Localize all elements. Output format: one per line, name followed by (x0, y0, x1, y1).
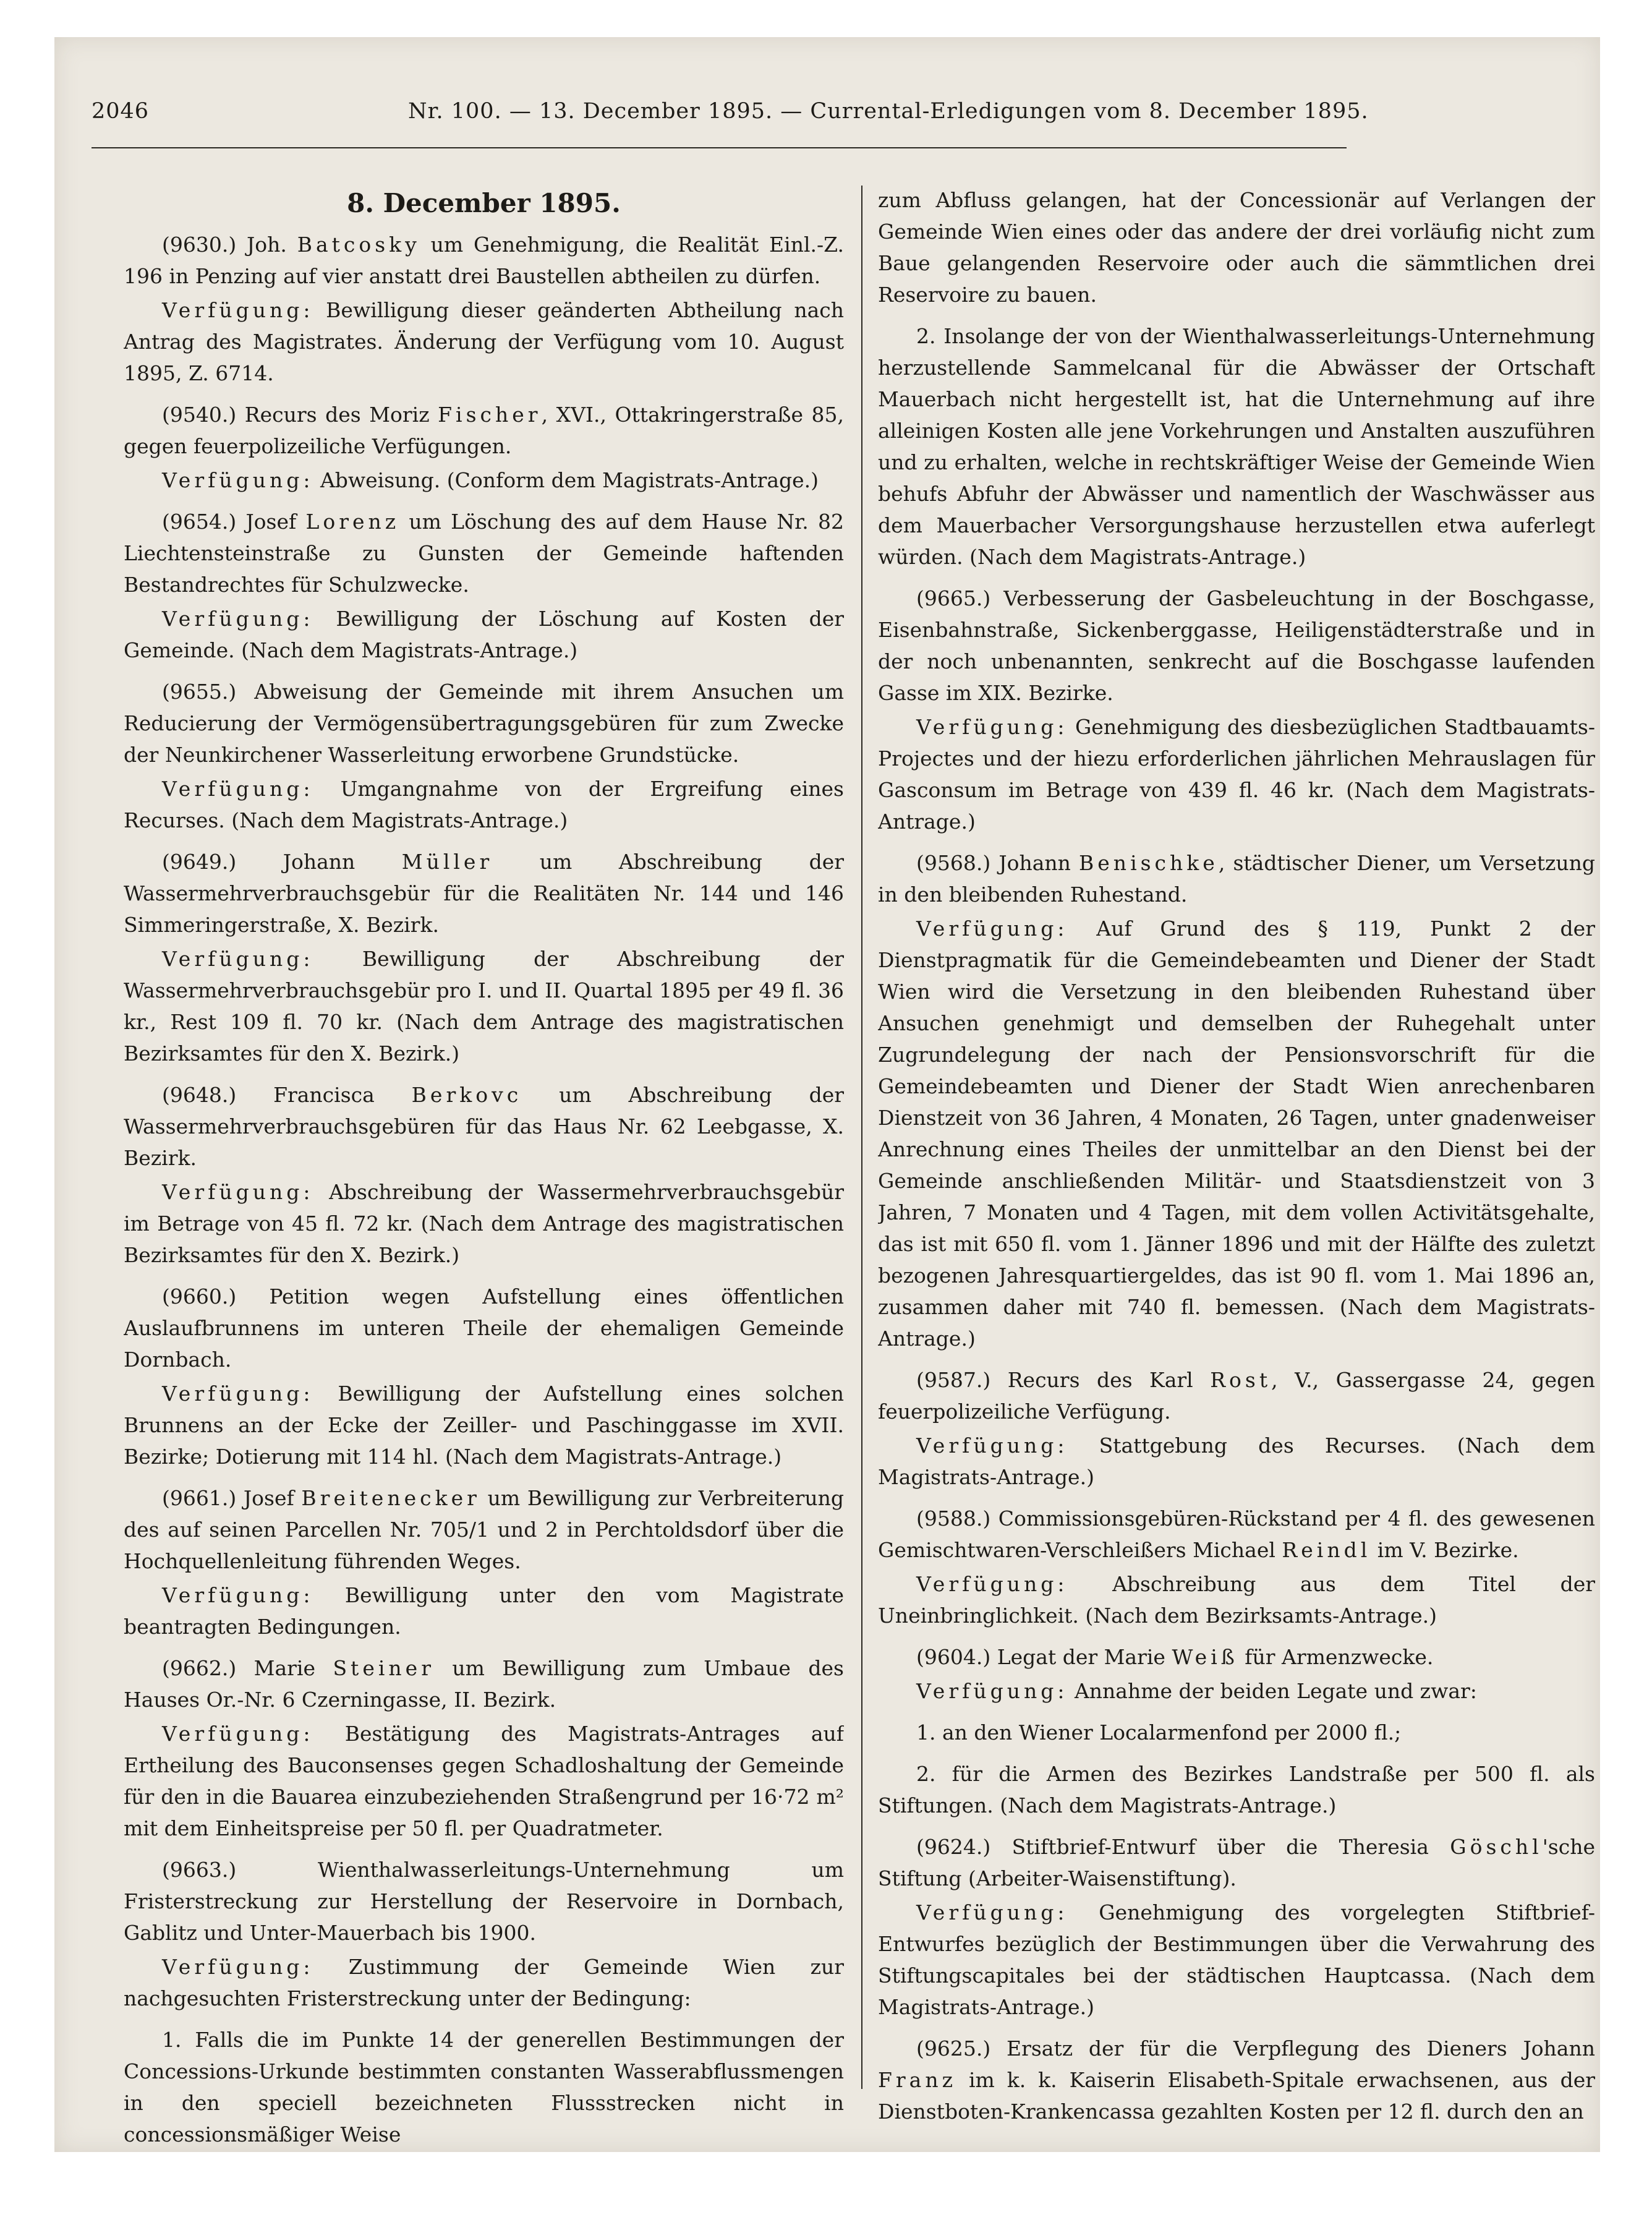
entry-text: um Bewilligung zum Umbaue des Hauses Or.-Nr. 6 Czerningasse, II. Bezirk. (124, 1656, 844, 1712)
header-rule (92, 147, 1347, 148)
person-name: Benischke (1079, 851, 1219, 875)
verfuegung-paragraph (124, 1951, 844, 2014)
verfuegung-label: Verfügung: (916, 1679, 1068, 1703)
verfuegung-paragraph (878, 1897, 1595, 2023)
verfuegung-label: Verfügung: (162, 947, 314, 971)
left-paragraphs (124, 229, 844, 2150)
entry-text: Bestätigung des Magistrats-Antrages auf Ertheilung des Bauconsenses gegen Schadloshaltung der Gemeinde für den in die Bauarea einzubeziehenden Straßengrund per 16·72 m² mit dem Einheitspreise per 50 fl. per Quadratmeter. (124, 1722, 844, 1840)
verfuegung-label: Verfügung: (162, 1382, 314, 1406)
entry-paragraph (878, 583, 1595, 709)
entry-paragraph (124, 1281, 844, 1375)
entry-paragraph (124, 676, 844, 771)
verfuegung-label: Verfügung: (916, 715, 1068, 739)
person-name: Steiner (333, 1656, 435, 1680)
verfuegung-paragraph (878, 711, 1595, 837)
entry-lead: (9630.) Joh. (162, 233, 297, 257)
entry-lead: (9663.) Wienthalwasserleitungs-Unternehmung um Fristerstreckung zur Herstellung der Reservoire in Dornbach, Gablitz und Unter-Mauerbach bis 1900. (124, 1858, 844, 1945)
entry-text: Genehmigung des vorgelegten Stiftbrief-Entwurfes bezüglich der Bestimmungen über die Verwahrung des Stiftungscapitales bei der städtischen Hauptcassa. (Nach dem Magistrats-Antrage.) (878, 1900, 1595, 2019)
verfuegung-label: Verfügung: (916, 1433, 1068, 1458)
entry-paragraph (124, 1482, 844, 1577)
verfuegung-label: Verfügung: (162, 1955, 314, 1979)
entry-text: Abweisung. (Conform dem Magistrats-Antrage.) (313, 468, 819, 492)
entry-text: um Abschreibung der Wassermehrverbrauchsgebür für die Realitäten Nr. 144 und 146 Simmeringerstraße, X. Bezirk. (124, 850, 844, 937)
entry-lead: (9661.) Josef (162, 1486, 302, 1510)
verfuegung-label: Verfügung: (162, 607, 314, 631)
entry-lead: (9648.) Francisca (162, 1083, 412, 1107)
date-heading: 8. December 1895. (347, 188, 621, 218)
entry-lead: 2. für die Armen des Bezirkes Landstraße per 500 fl. als Stiftungen. (Nach dem Magistrats-Antrage.) (878, 1762, 1595, 1817)
left-column (124, 186, 844, 2153)
person-name: Reindl (1282, 1538, 1371, 1562)
right-paragraphs (878, 184, 1595, 2127)
entry-text: Zustimmung der Gemeinde Wien zur nachgesuchten Fristerstreckung unter der Bedingung: (124, 1955, 844, 2010)
entry-text: Umgangnahme von der Ergreifung eines Recurses. (Nach dem Magistrats-Antrage.) (124, 777, 844, 832)
entry-paragraph (878, 1503, 1595, 1566)
entry-text: Bewilligung der Aufstellung eines solchen Brunnens an der Ecke der Zeiller- und Paschinggasse im XVII. Bezirke; Dotierung mit 114 hl. (Nach dem Magistrats-Antrage.) (124, 1382, 844, 1469)
verfuegung-paragraph (124, 1176, 844, 1271)
entry-text: 'sche Stiftung (Arbeiter-Waisenstiftung). (878, 1835, 1595, 1890)
entry-text: Bewilligung der Abschreibung der Wassermehrverbrauchsgebür pro I. und II. Quartal 1895 per 49 fl. 36 kr., Rest 109 fl. 70 kr. (Nach dem Antrage des magistratischen Bezirksamtes für den X. Bezirk.) (124, 947, 844, 1066)
entry-text: Abschreibung aus dem Titel der Uneinbringlichkeit. (Nach dem Bezirksamts-Antrage.) (878, 1572, 1595, 1628)
entry-paragraph (124, 506, 844, 600)
entry-text: Abschreibung der Wassermehrverbrauchsgebür im Betrage von 45 fl. 72 kr. (Nach dem Antrage des magistratischen Bezirksamtes für den X. Bezirk.) (124, 1180, 844, 1267)
person-name: Franz (878, 2068, 956, 2092)
entry-text: Annahme der beiden Legate und zwar: (1068, 1679, 1477, 1703)
entry-paragraph (124, 229, 844, 292)
entry-lead: (9568.) Johann (916, 851, 1079, 875)
verfuegung-paragraph (878, 913, 1595, 1354)
entry-lead: (9625.) Ersatz der für die Verpflegung des Dieners Johann (916, 2036, 1595, 2061)
verfuegung-paragraph (124, 1718, 844, 1844)
person-name: Müller (401, 850, 493, 874)
verfuegung-paragraph (124, 1579, 844, 1642)
person-name: Fischer (438, 403, 542, 427)
entry-text: , V., Gassergasse 24, gegen feuerpolizeiliche Verfügung. (878, 1368, 1595, 1424)
verfuegung-label: Verfügung: (162, 1583, 314, 1607)
verfuegung-label: Verfügung: (162, 298, 314, 322)
entry-paragraph (878, 847, 1595, 910)
entry-lead: (9649.) Johann (162, 850, 402, 874)
verfuegung-paragraph (124, 1378, 844, 1472)
right-column (878, 184, 1595, 2130)
entry-paragraph (878, 1641, 1595, 1673)
page-number: 2046 (92, 99, 150, 124)
entry-lead: 1. Falls die im Punkte 14 der generellen Bestimmungen der Concessions-Urkunde bestimmten constanten Wasserabflussmengen in den speciell bezeichneten Flussstrecken nicht in concessionsmäßiger Weise (124, 2028, 844, 2146)
column-divider (861, 186, 862, 2089)
entry-lead: (9604.) Legat der Marie (916, 1645, 1172, 1669)
person-name: Berkovc (411, 1083, 522, 1107)
entry-text: , XVI., Ottakringerstraße 85, gegen feuerpolizeiliche Verfügungen. (124, 403, 844, 458)
person-name: Breitenecker (301, 1486, 480, 1510)
entry-lead: (9587.) Recurs des Karl (916, 1368, 1211, 1392)
entry-text: im V. Bezirke. (1371, 1538, 1519, 1562)
entry-lead: 1. an den Wiener Localarmenfond per 2000 fl.; (916, 1720, 1402, 1745)
entry-lead: (9662.) Marie (162, 1656, 333, 1680)
entry-lead: (9654.) Josef (162, 510, 306, 534)
entry-text: Bewilligung dieser geänderten Abtheilung nach Antrag des Magistrates. Änderung der Verfügung vom 10. August 1895, Z. 6714. (124, 298, 844, 385)
verfuegung-paragraph (124, 294, 844, 389)
verfuegung-label: Verfügung: (162, 468, 314, 492)
verfuegung-label: Verfügung: (916, 1900, 1068, 1924)
entry-text: Bewilligung unter den vom Magistrate beantragten Bedingungen. (124, 1583, 844, 1639)
entry-paragraph (124, 1854, 844, 1949)
entry-paragraph (878, 1758, 1595, 1821)
entry-paragraph (124, 1079, 844, 1174)
entry-lead: (9655.) Abweisung der Gemeinde mit ihrem Ansuchen um Reducierung der Vermögensübertragungsgebüren für zum Zwecke der Neunkirchener Wasserleitung erworbene Grundstücke. (124, 680, 844, 767)
entry-paragraph (124, 1652, 844, 1715)
entry-paragraph (878, 1364, 1595, 1427)
verfuegung-paragraph (878, 1430, 1595, 1493)
entry-lead: (9624.) Stiftbrief-Entwurf über die Theresia (916, 1835, 1450, 1859)
verfuegung-label: Verfügung: (162, 777, 314, 801)
entry-paragraph (124, 2024, 844, 2150)
entry-lead: 2. Insolange der von der Wienthalwasserleitungs-Unternehmung herzustellende Sammelcanal für die Abwässer der Ortschaft Mauerbach nicht hergestellt ist, hat die Unternehmung auf ihre alleinigen Kosten alle jene Vorkehrungen und Anstalten auszuführen und zu erhalten, welche in rechtskräftiger Weise der Gemeinde Wien behufs Abfuhr der Abwässer und namentlich der Waschwässer aus dem Mauerbacher Versorgungshause herzustellen etwa auferlegt würden. (Nach dem Magistrats-Antrage.) (878, 324, 1595, 569)
entry-text: für Armenzwecke. (1238, 1645, 1434, 1669)
verfuegung-paragraph (124, 943, 844, 1069)
entry-paragraph (878, 320, 1595, 573)
verfuegung-label: Verfügung: (916, 1572, 1068, 1596)
verfuegung-paragraph (878, 1675, 1595, 1707)
entry-paragraph (878, 2033, 1595, 2127)
person-name: Göschl (1450, 1835, 1543, 1859)
entry-lead: (9588.) Commissionsgebüren-Rückstand per 4 fl. des gewesenen Gemischtwaren-Verschleißers Michael (878, 1506, 1595, 1562)
verfuegung-paragraph (124, 464, 844, 496)
person-name: Weiß (1172, 1645, 1238, 1669)
entry-lead: (9660.) Petition wegen Aufstellung eines öffentlichen Auslaufbrunnens im unteren Theile der ehemaligen Gemeinde Dornbach. (124, 1284, 844, 1372)
verfuegung-label: Verfügung: (162, 1722, 314, 1746)
entry-text: Auf Grund des § 119, Punkt 2 der Dienstpragmatik für die Gemeindebeamten und Diener der Stadt Wien wird die Versetzung in den bleibenden Ruhestand über Ansuchen genehmigt und demselben der Ruhegehalt unter Zugrundelegung der nach der Pensionsvorschrift für die Gemeindebeamten und Diener der Stadt Wien anrechenbaren Dienstzeit von 36 Jahren, 4 Monaten, 26 Tagen, unter gnadenweiser Anrechnung eines Theiles der unmittelbar an den Dienst bei der Gemeinde anschließenden Militär- und Staatsdienstzeit von 3 Jahren, 7 Monaten und 4 Tagen, mit dem vollen Activitätsgehalte, das ist mit 650 fl. vom 1. Jänner 1896 und mit der Hälfte des zuletzt bezogenen Jahresquartiergeldes, das ist 90 fl. vom 1. Mai 1896 an, zusammen daher mit 740 fl. bemessen. (Nach dem Magistrats-Antrage.) (878, 916, 1595, 1351)
verfuegung-paragraph (124, 773, 844, 836)
entry-text: , städtischer Diener, um Versetzung in den bleibenden Ruhestand. (878, 851, 1595, 907)
person-name: Rost (1210, 1368, 1272, 1392)
entry-text: im k. k. Kaiserin Elisabeth-Spitale erwachsenen, aus der Dienstboten-Krankencassa gezahlten Kosten per 12 fl. durch den an (878, 2068, 1595, 2124)
person-name: Batcosky (297, 233, 420, 257)
entry-text: Genehmigung des diesbezüglichen Stadtbauamts-Projectes und der hiezu erforderlichen jährlichen Mehrauslagen für Gasconsum im Betrage von 439 fl. 46 kr. (Nach dem Magistrats-Antrage.) (878, 715, 1595, 834)
entry-lead: (9540.) Recurs des Moriz (162, 403, 438, 427)
entry-text: um Löschung des auf dem Hause Nr. 82 Liechtensteinstraße zu Gunsten der Gemeinde haftenden Bestandrechtes für Schulzwecke. (124, 510, 844, 597)
entry-paragraph (878, 184, 1595, 310)
person-name: Lorenz (305, 510, 400, 534)
entry-lead: zum Abfluss gelangen, hat der Concessionär auf Verlangen der Gemeinde Wien eines oder das andere der drei vorläufig nicht zum Baue gelangenden Reservoire oder auch die sämmtlichen drei Reservoire zu bauen. (878, 188, 1595, 307)
verfuegung-label: Verfügung: (162, 1180, 314, 1204)
entry-paragraph (878, 1831, 1595, 1894)
entry-text: Bewilligung der Löschung auf Kosten der Gemeinde. (Nach dem Magistrats-Antrage.) (124, 607, 844, 662)
entry-lead: (9665.) Verbesserung der Gasbeleuchtung in der Boschgasse, Eisenbahnstraße, Sickenberggasse, Heiligenstädterstraße und in der noch unbenannten, senkrecht auf die Boschgasse laufenden Gasse im XIX. Bezirke. (878, 586, 1595, 705)
entry-text: um Abschreibung der Wassermehrverbrauchsgebüren für das Haus Nr. 62 Leebgasse, X. Bezirk. (124, 1083, 844, 1170)
entry-paragraph (878, 1717, 1595, 1748)
verfuegung-paragraph (878, 1568, 1595, 1631)
verfuegung-paragraph (124, 603, 844, 666)
entry-paragraph (124, 846, 844, 941)
entry-text: Stattgebung des Recurses. (Nach dem Magistrats-Antrage.) (878, 1433, 1595, 1489)
header-title: Nr. 100. — 13. December 1895. — Currental-Erledigungen vom 8. December 1895. (408, 99, 1369, 124)
entry-paragraph (124, 399, 844, 462)
entry-text: um Bewilligung zur Verbreiterung des auf seinen Parcellen Nr. 705/1 und 2 in Perchtoldsdorf über die Hochquellenleitung führenden Weges. (124, 1486, 844, 1573)
entry-text: um Genehmigung, die Realität Einl.-Z. 196 in Penzing auf vier anstatt drei Baustellen abtheilen zu dürfen. (124, 233, 844, 288)
verfuegung-label: Verfügung: (916, 916, 1068, 941)
